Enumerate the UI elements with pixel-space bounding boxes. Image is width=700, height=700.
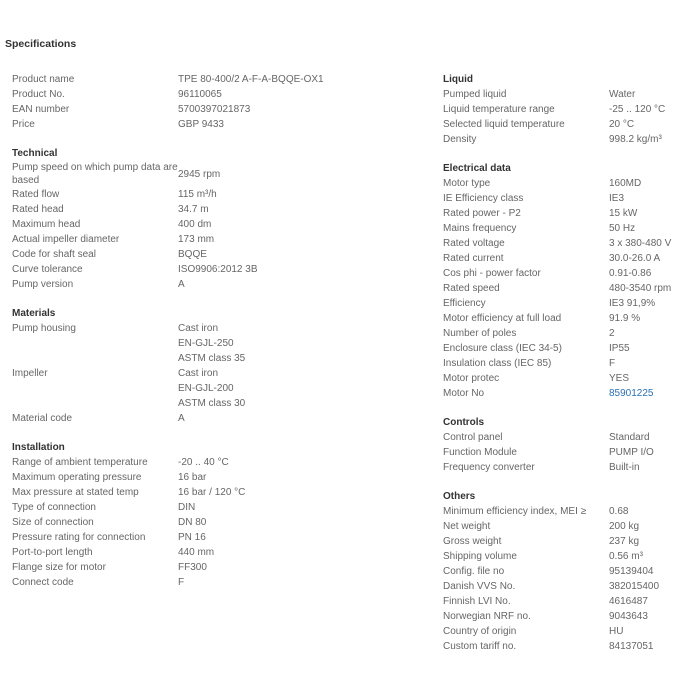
page-title: Specifications — [5, 38, 77, 50]
section-heading: Electrical data — [443, 163, 511, 174]
spec-label: Cos phi - power factor — [443, 268, 541, 279]
spec-label: Product name — [12, 74, 75, 85]
spec-value-line: IE3 91,9% — [609, 298, 656, 309]
spec-value — [609, 117, 693, 132]
spec-row-minimum-efficiency-index-mei — [443, 504, 693, 519]
spec-row-selected-liquid-temperature — [443, 117, 693, 132]
spec-value-line: 440 mm — [178, 547, 215, 558]
spec-value — [609, 356, 693, 371]
spec-value — [609, 445, 693, 460]
spec-value-line: Water — [609, 89, 636, 100]
spec-value — [609, 236, 693, 251]
spec-section-controls — [443, 415, 693, 475]
spec-value-line: 0.68 — [609, 506, 629, 517]
spec-row-motor-type — [443, 176, 693, 191]
spec-label: Price — [12, 119, 35, 130]
spec-label: Custom tariff no. — [443, 641, 517, 652]
spec-label: Pump version — [12, 279, 74, 290]
spec-row-gross-weight — [443, 534, 693, 549]
spec-row-country-of-origin — [443, 624, 693, 639]
spec-section-materials — [12, 306, 432, 426]
spec-row-config-file-no — [443, 564, 693, 579]
spec-value-line: DN 80 — [178, 517, 207, 528]
spec-value-line: Cast iron — [178, 368, 219, 379]
spec-row-rated-head — [12, 202, 432, 217]
spec-label: Mains frequency — [443, 223, 517, 234]
section-heading: Liquid — [443, 74, 473, 85]
spec-label: Max pressure at stated temp — [12, 487, 139, 498]
spec-label: Rated flow — [12, 189, 60, 200]
spec-label: Flange size for motor — [12, 562, 106, 573]
spec-label: Selected liquid temperature — [443, 119, 565, 130]
spec-label: Actual impeller diameter — [12, 234, 120, 245]
spec-value-line: ASTM class 35 — [178, 353, 246, 364]
spec-row-enclosure-class-iec-34-5 — [443, 341, 693, 356]
spec-value-line: 115 m³/h — [178, 189, 217, 200]
spec-value-line: -20 .. 40 °C — [178, 457, 229, 468]
spec-value-line: 5700397021873 — [178, 104, 251, 115]
spec-label: Range of ambient temperature — [12, 457, 148, 468]
spec-row-product-no — [12, 87, 432, 102]
spec-value-line: 96110065 — [178, 89, 222, 100]
spec-row-pump-housing — [12, 321, 432, 366]
spec-value — [609, 266, 693, 281]
section-heading: Others — [443, 491, 476, 502]
spec-row-custom-tariff-no — [443, 639, 693, 654]
spec-row-range-of-ambient-temperature — [12, 455, 432, 470]
spec-value — [178, 202, 432, 217]
spec-value — [609, 281, 693, 296]
spec-value-line: 0.56 m³ — [609, 551, 643, 562]
spec-value-line: IE3 — [609, 193, 625, 204]
spec-row-norwegian-nrf-no — [443, 609, 693, 624]
spec-value — [609, 624, 693, 639]
spec-value-line: 200 kg — [609, 521, 640, 532]
spec-value-line: Built-in — [609, 462, 640, 473]
spec-label: Rated voltage — [443, 238, 505, 249]
spec-value — [178, 366, 432, 411]
spec-row-rated-speed — [443, 281, 693, 296]
spec-value-line: -25 .. 120 °C — [609, 104, 666, 115]
spec-value — [178, 277, 432, 292]
spec-label: Port-to-port length — [12, 547, 93, 558]
spec-label: Pump speed on which pump data are based — [12, 162, 178, 186]
spec-label: IE Efficiency class — [443, 193, 524, 204]
spec-value — [609, 296, 693, 311]
spec-label: Type of connection — [12, 502, 96, 513]
spec-row-type-of-connection — [12, 500, 432, 515]
spec-label: Size of connection — [12, 517, 94, 528]
spec-label: Danish VVS No. — [443, 581, 516, 592]
spec-row-shipping-volume — [443, 549, 693, 564]
spec-value — [609, 534, 693, 549]
spec-value-line: EN-GJL-250 — [178, 338, 234, 349]
spec-row-actual-impeller-diameter — [12, 232, 432, 247]
spec-value — [178, 161, 432, 182]
spec-label: Minimum efficiency index, MEI ≥ — [443, 506, 587, 517]
spec-row-rated-flow — [12, 187, 432, 202]
spec-value — [609, 132, 693, 147]
spec-label: Gross weight — [443, 536, 502, 547]
spec-value-line: 480-3540 rpm — [609, 283, 672, 294]
spec-value — [178, 411, 432, 426]
spec-section-technical — [12, 146, 432, 292]
spec-value-line: 2 — [609, 328, 615, 339]
spec-label: Enclosure class (IEC 34-5) — [443, 343, 562, 354]
spec-label: Product No. — [12, 89, 65, 100]
spec-value-line: 15 kW — [609, 208, 638, 219]
spec-value-line: 998.2 kg/m³ — [609, 134, 662, 145]
spec-value — [609, 206, 693, 221]
spec-value-line: EN-GJL-200 — [178, 383, 234, 394]
spec-value — [609, 341, 693, 356]
spec-value — [609, 386, 693, 401]
spec-label: Number of poles — [443, 328, 517, 339]
spec-row-curve-tolerance — [12, 262, 432, 277]
spec-row-ean-number — [12, 102, 432, 117]
spec-value — [609, 639, 693, 654]
spec-value — [609, 311, 693, 326]
spec-value — [178, 262, 432, 277]
spec-label: Motor protec — [443, 373, 500, 384]
spec-value-line: 400 dm — [178, 219, 212, 230]
spec-value — [178, 455, 432, 470]
spec-value — [609, 102, 693, 117]
spec-label: Net weight — [443, 521, 491, 532]
spec-value — [609, 251, 693, 266]
spec-row-connect-code — [12, 575, 432, 590]
spec-value-line: TPE 80-400/2 A-F-A-BQQE-OX1 — [178, 74, 324, 85]
spec-label: Pressure rating for connection — [12, 532, 146, 543]
spec-label: Maximum head — [12, 219, 81, 230]
spec-value — [178, 560, 432, 575]
spec-row-density — [443, 132, 693, 147]
spec-value-line: FF300 — [178, 562, 207, 573]
spec-value-line: A — [178, 279, 185, 290]
spec-value — [178, 470, 432, 485]
spec-value-line: Standard — [609, 432, 650, 443]
spec-label: Maximum operating pressure — [12, 472, 142, 483]
spec-value-line: 16 bar — [178, 472, 207, 483]
spec-value-line: YES — [609, 373, 630, 384]
section-heading: Materials — [12, 308, 56, 319]
spec-label: Motor type — [443, 178, 491, 189]
spec-value — [609, 221, 693, 236]
spec-row-efficiency — [443, 296, 693, 311]
spec-value-line: GBP 9433 — [178, 119, 224, 130]
spec-label: Motor No — [443, 388, 485, 399]
spec-section-liquid — [443, 72, 693, 147]
spec-value — [609, 176, 693, 191]
spec-value — [178, 72, 432, 87]
spec-label: Control panel — [443, 432, 503, 443]
spec-row-max-pressure-at-stated-temp — [12, 485, 432, 500]
spec-label: Impeller — [12, 368, 48, 379]
spec-label: Frequency converter — [443, 462, 535, 473]
spec-row-maximum-head — [12, 217, 432, 232]
spec-row-liquid-temperature-range — [443, 102, 693, 117]
spec-value — [178, 187, 432, 202]
spec-value-line: ISO9906:2012 3B — [178, 264, 258, 275]
spec-row-flange-size-for-motor — [12, 560, 432, 575]
spec-label: Insulation class (IEC 85) — [443, 358, 552, 369]
spec-value-line: 9043643 — [609, 611, 648, 622]
spec-row-motor-no — [443, 386, 693, 401]
spec-value-line: PN 16 — [178, 532, 206, 543]
spec-label: Curve tolerance — [12, 264, 83, 275]
spec-row-frequency-converter — [443, 460, 693, 475]
spec-value-line: 382015400 — [609, 581, 660, 592]
spec-value-line: 30.0-26.0 A — [609, 253, 661, 264]
spec-value — [609, 87, 693, 102]
spec-row-port-to-port-length — [12, 545, 432, 560]
spec-value — [609, 579, 693, 594]
spec-label: Material code — [12, 413, 73, 424]
spec-value-line: 0.91-0.86 — [609, 268, 652, 279]
right-spec-column — [443, 72, 693, 668]
spec-value-line: 84137051 — [609, 641, 654, 652]
spec-row-rated-current — [443, 251, 693, 266]
spec-row-number-of-poles — [443, 326, 693, 341]
spec-value-line: Cast iron — [178, 323, 219, 334]
spec-value — [178, 515, 432, 530]
spec-label: Rated speed — [443, 283, 500, 294]
spec-label: Rated power - P2 — [443, 208, 521, 219]
spec-value — [178, 575, 432, 590]
section-heading: Installation — [12, 442, 65, 453]
spec-value — [609, 504, 693, 519]
spec-row-control-panel — [443, 430, 693, 445]
spec-value-line: 160MD — [609, 178, 642, 189]
spec-label: Rated current — [443, 253, 504, 264]
spec-value-line: IP55 — [609, 343, 630, 354]
spec-label: Rated head — [12, 204, 64, 215]
spec-value-line: 237 kg — [609, 536, 640, 547]
spec-label: Liquid temperature range — [443, 104, 555, 115]
spec-row-insulation-class-iec-85 — [443, 356, 693, 371]
spec-value-line: 4616487 — [609, 596, 648, 607]
spec-label: Country of origin — [443, 626, 517, 637]
spec-value — [609, 609, 693, 624]
spec-label: Shipping volume — [443, 551, 517, 562]
spec-row-pressure-rating-for-connection — [12, 530, 432, 545]
spec-label: Efficiency — [443, 298, 486, 309]
spec-row-pump-version — [12, 277, 432, 292]
spec-section-others — [443, 489, 693, 654]
spec-value — [609, 564, 693, 579]
spec-section-installation — [12, 440, 432, 590]
spec-value — [609, 519, 693, 534]
left-spec-column — [12, 72, 432, 604]
spec-row-price — [12, 117, 432, 132]
spec-section-electrical-data — [443, 161, 693, 401]
spec-label: Connect code — [12, 577, 74, 588]
spec-value — [609, 371, 693, 386]
spec-value-line: F — [609, 358, 616, 369]
spec-value — [609, 430, 693, 445]
spec-row-code-for-shaft-seal — [12, 247, 432, 262]
spec-value-line: 173 mm — [178, 234, 215, 245]
spec-value-line: 95139404 — [609, 566, 654, 577]
spec-label: Code for shaft seal — [12, 249, 96, 260]
spec-value-line: DIN — [178, 502, 196, 513]
spec-label: Function Module — [443, 447, 517, 458]
spec-value-line: ASTM class 30 — [178, 398, 246, 409]
section-heading: Technical — [12, 148, 58, 159]
spec-row-maximum-operating-pressure — [12, 470, 432, 485]
spec-label: EAN number — [12, 104, 70, 115]
spec-value-line: 50 Hz — [609, 223, 636, 234]
spec-row-product-name — [12, 72, 432, 87]
spec-row-motor-efficiency-at-full-load — [443, 311, 693, 326]
spec-value — [178, 117, 432, 132]
spec-label: Finnish LVI No. — [443, 596, 511, 607]
spec-value — [609, 460, 693, 475]
spec-value — [178, 232, 432, 247]
spec-value — [178, 217, 432, 232]
spec-value-line: F — [178, 577, 185, 588]
spec-value — [178, 485, 432, 500]
spec-row-danish-vvs-no — [443, 579, 693, 594]
spec-value — [178, 545, 432, 560]
spec-value — [178, 102, 432, 117]
spec-value — [178, 87, 432, 102]
spec-value — [178, 530, 432, 545]
spec-value-line: HU — [609, 626, 624, 637]
spec-value — [609, 191, 693, 206]
spec-label: Config. file no — [443, 566, 505, 577]
spec-label: Norwegian NRF no. — [443, 611, 531, 622]
spec-value — [178, 321, 432, 366]
spec-value-line: 91.9 % — [609, 313, 641, 324]
spec-label: Density — [443, 134, 477, 145]
spec-row-impeller — [12, 366, 432, 411]
spec-section-product — [12, 72, 432, 132]
spec-value-line: PUMP I/O — [609, 447, 654, 458]
spec-row-rated-voltage — [443, 236, 693, 251]
spec-value — [609, 594, 693, 609]
spec-value-line: A — [178, 413, 185, 424]
motor-number-link[interactable]: 85901225 — [609, 388, 654, 399]
spec-value — [609, 326, 693, 341]
spec-row-finnish-lvi-no — [443, 594, 693, 609]
spec-value-line: 2945 rpm — [178, 169, 221, 180]
spec-value-line: 34.7 m — [178, 204, 209, 215]
spec-row-cos-phi-power-factor — [443, 266, 693, 281]
spec-row-size-of-connection — [12, 515, 432, 530]
spec-value — [178, 500, 432, 515]
spec-row-material-code — [12, 411, 432, 426]
spec-value — [178, 247, 432, 262]
spec-row-rated-power-p2 — [443, 206, 693, 221]
spec-value-line: 16 bar / 120 °C — [178, 487, 246, 498]
spec-row-pump-speed-on-which-pump-data-are-based — [12, 161, 432, 187]
spec-value — [609, 549, 693, 564]
spec-value-line: 20 °C — [609, 119, 635, 130]
section-heading: Controls — [443, 417, 485, 428]
spec-row-function-module — [443, 445, 693, 460]
spec-value-line: 3 x 380-480 V — [609, 238, 672, 249]
spec-row-pumped-liquid — [443, 87, 693, 102]
spec-label: Motor efficiency at full load — [443, 313, 562, 324]
spec-row-mains-frequency — [443, 221, 693, 236]
spec-row-motor-protec — [443, 371, 693, 386]
spec-label: Pumped liquid — [443, 89, 507, 100]
spec-value-line: BQQE — [178, 249, 207, 260]
spec-row-net-weight — [443, 519, 693, 534]
spec-row-ie-efficiency-class — [443, 191, 693, 206]
spec-label: Pump housing — [12, 323, 76, 334]
